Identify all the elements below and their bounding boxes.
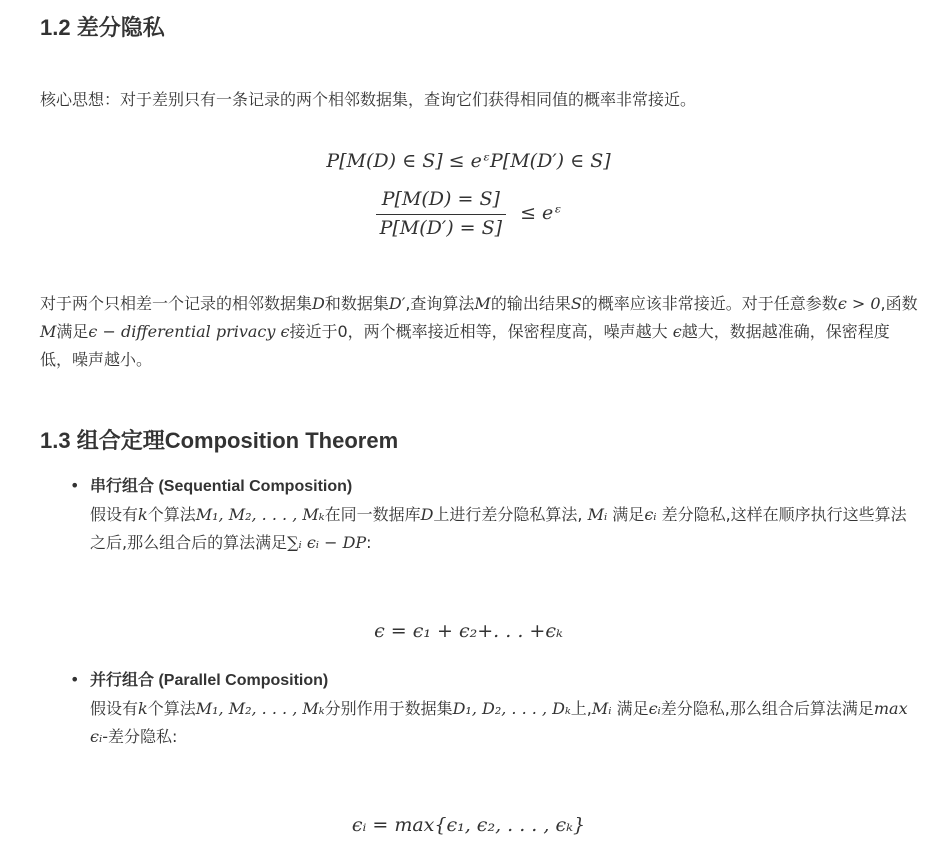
- explanation-paragraph: [40, 290, 920, 374]
- formula-probability-bound: P[M(D) ∈ S] ≤ eᵋP[M(D′) ∈ S]: [326, 150, 611, 172]
- formula-sequential: ϵ = ϵ₁ + ϵ₂+. . . +ϵₖ: [374, 620, 563, 642]
- fraction-numerator: P[M(D) = S]: [376, 186, 506, 215]
- parallel-description: [90, 695, 920, 751]
- math-epsilon-i: ϵᵢ: [648, 699, 661, 718]
- text-span: 接近于0，两个概率接近相等，保密程度高，噪声越大: [289, 322, 673, 341]
- text-span: ,函数: [880, 294, 918, 313]
- math-D: D: [312, 294, 325, 313]
- text-span: 个算法: [147, 699, 196, 718]
- math-D: D: [420, 505, 434, 524]
- text-span: 上,: [570, 699, 592, 718]
- math-D-prime: D′: [388, 294, 406, 313]
- math-datasets: D₁, D₂, . . . , Dₖ: [452, 699, 571, 718]
- fraction-denominator: P[M(D′) = S]: [379, 216, 503, 239]
- list-item-sequential: [70, 472, 920, 557]
- core-idea-paragraph: 核心思想：对于差别只有一条记录的两个相邻数据集，查询它们获得相同值的概率非常接近。: [40, 90, 697, 109]
- text-span: 差分隐私,这样在顺序执行这些算法之后,那么组合后的算法满足: [90, 505, 907, 552]
- text-span: 假设有: [90, 699, 139, 718]
- text-span: 分别作用于数据集: [324, 699, 453, 718]
- parallel-title: 并行组合 (Parallel Composition): [90, 672, 329, 689]
- text-span: 和数据集: [324, 294, 389, 313]
- text-span: 的概率应该非常接近。对于任意参数: [581, 294, 838, 313]
- math-Mi: Mᵢ: [587, 505, 608, 524]
- heading-composition-theorem: 1.3 组合定理Composition Theorem: [40, 428, 399, 453]
- text-span: 满足: [611, 699, 649, 718]
- math-M: M: [40, 322, 57, 341]
- list-item-parallel: [70, 666, 920, 751]
- math-epsilon-gt-zero: ϵ > 0: [837, 294, 881, 313]
- math-sum-epsilon: ∑ᵢ ϵᵢ − DP: [287, 533, 367, 552]
- math-M: M: [474, 294, 491, 313]
- math-k: k: [138, 505, 148, 524]
- fraction-rhs: ≤ eᵋ: [520, 202, 562, 225]
- sequential-description: [90, 501, 920, 557]
- text-span: 差分隐私,那么组合后算法满足: [660, 699, 874, 718]
- bullet-icon: •: [70, 670, 80, 689]
- sequential-title: 串行组合 (Sequential Composition): [90, 478, 353, 495]
- math-algorithms: M₁, M₂, . . . , Mₖ: [195, 699, 325, 718]
- math-algorithms: M₁, M₂, . . . , Mₖ: [195, 505, 325, 524]
- text-span: -差分隐私:: [102, 727, 178, 746]
- text-span: 的输出结果: [490, 294, 571, 313]
- math-max-epsilon: max ϵᵢ: [90, 699, 908, 746]
- formula-ratio-bound: [0, 186, 937, 242]
- text-span: 满足: [56, 322, 89, 341]
- text-span: 在同一数据库: [324, 505, 421, 524]
- text-span: ,查询算法: [405, 294, 475, 313]
- formula-parallel: ϵᵢ = max{ϵ₁, ϵ₂, . . . , ϵₖ}: [351, 814, 586, 836]
- math-epsilon: ϵ: [672, 322, 682, 341]
- heading-differential-privacy: 1.2 差分隐私: [40, 15, 165, 40]
- text-span: 对于两个只相差一个记录的相邻数据集: [40, 294, 313, 313]
- math-S: S: [570, 294, 582, 313]
- fraction: [376, 186, 506, 242]
- text-span: :: [366, 533, 372, 552]
- text-span: 上进行差分隐私算法,: [433, 505, 588, 524]
- bullet-icon: •: [70, 476, 80, 495]
- text-span: 满足: [607, 505, 645, 524]
- math-epsilon-i: ϵᵢ: [644, 505, 657, 524]
- math-k: k: [138, 699, 148, 718]
- text-span: 假设有: [90, 505, 139, 524]
- text-span: 越大，数据越准确，保密程度低，噪声越小。: [40, 322, 890, 369]
- math-epsilon-dp: ϵ − differential privacy ϵ: [88, 322, 290, 341]
- math-Mi: Mᵢ: [591, 699, 612, 718]
- text-span: 个算法: [147, 505, 196, 524]
